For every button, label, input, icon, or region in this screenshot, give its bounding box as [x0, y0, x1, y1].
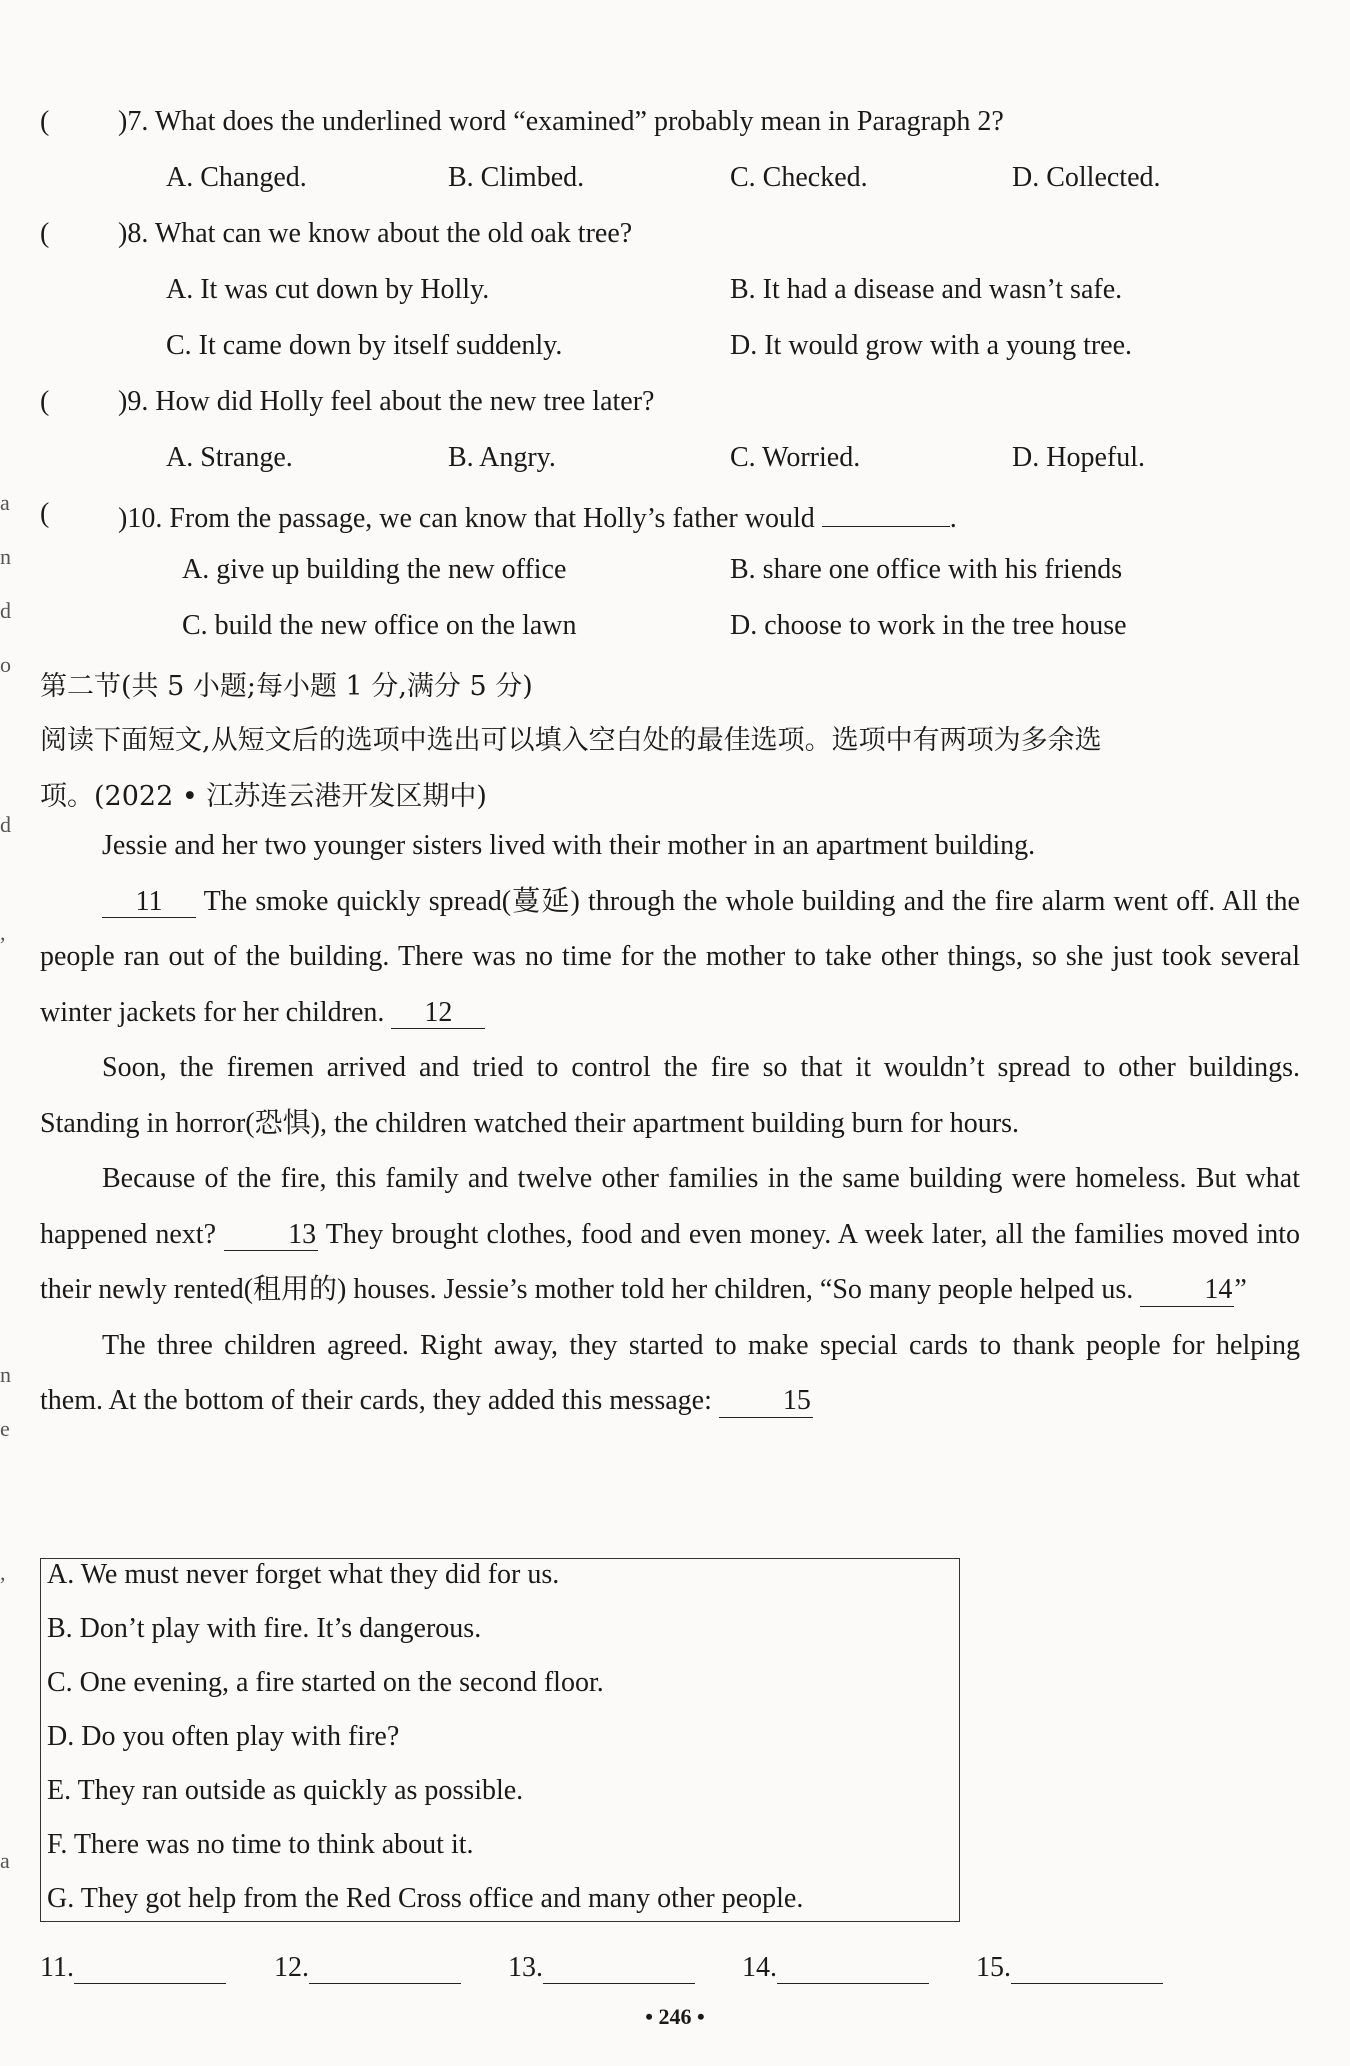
option: A. Strange. — [166, 442, 293, 473]
question-7: )7. What does the underlined word “examined” probably mean in Paragraph 2? — [118, 106, 1004, 137]
answer-slot-12 — [274, 1952, 461, 1984]
choice-c: C. One evening, a fire started on the second floor. — [47, 1667, 604, 1698]
answer-blank[interactable] — [1011, 1955, 1163, 1984]
margin-char: , — [0, 920, 6, 945]
option: D. It would grow with a young tree. — [730, 330, 1133, 361]
margin-char: d — [0, 812, 11, 837]
answer-paren: ( — [40, 106, 50, 137]
section-title: 第二节(共 5 小题;每小题 1 分,满分 5 分) — [40, 671, 533, 702]
answer-label: 12. — [274, 1952, 309, 1983]
choice-d: D. Do you often play with fire? — [47, 1721, 400, 1752]
margin-char: a — [0, 490, 10, 515]
option: C. build the new office on the lawn — [182, 610, 577, 641]
answer-blank[interactable] — [822, 498, 950, 527]
answer-slot-13 — [508, 1952, 695, 1984]
blank-13[interactable]: 13 — [224, 1220, 318, 1252]
margin-char: e — [0, 1416, 10, 1441]
question-10-end: . — [949, 503, 957, 534]
answer-paren: ( — [40, 386, 50, 417]
answer-blank[interactable] — [543, 1955, 695, 1984]
question-10-text: )10. From the passage, we can know that Holly’s father would — [118, 503, 815, 534]
answer-slot-15 — [976, 1952, 1163, 1984]
answer-paren: ( — [40, 218, 50, 249]
question-8: )8. What can we know about the old oak tree? — [118, 218, 633, 249]
answer-label: 11. — [40, 1952, 74, 1983]
choice-e: E. They ran outside as quickly as possible. — [47, 1775, 524, 1806]
passage-text: They brought clothes, food and even money. A week later, all the families moved into their newly rented(租用的) houses. Jessie’s mother told her children, “So many people helped us. — [40, 1218, 1300, 1305]
choices-box — [40, 1558, 960, 1922]
answer-label: 13. — [508, 1952, 543, 1983]
blank-12[interactable]: 12 — [391, 998, 485, 1030]
margin-char: n — [0, 1362, 11, 1387]
answer-blank[interactable] — [777, 1955, 929, 1984]
answer-label: 15. — [976, 1952, 1011, 1983]
choice-f: F. There was no time to think about it. — [47, 1829, 474, 1860]
passage-paragraph-4 — [40, 1151, 1300, 1318]
option: A. Changed. — [166, 162, 307, 193]
option: C. It came down by itself suddenly. — [166, 330, 563, 361]
choice-b: B. Don’t play with fire. It’s dangerous. — [47, 1613, 482, 1644]
option: D. Collected. — [1012, 162, 1161, 193]
option: C. Worried. — [730, 442, 861, 473]
option: B. share one office with his friends — [730, 554, 1123, 585]
question-10 — [118, 498, 957, 535]
answer-blank[interactable] — [309, 1955, 461, 1984]
passage-text: The smoke quickly spread(蔓延) through the whole building and the fire alarm went off. All the people ran out of the building. There was no time for the mother to take other things, so she just took several winter jackets for her children. — [40, 885, 1300, 1028]
blank-11[interactable]: 11 — [102, 887, 196, 919]
margin-char: , — [0, 1560, 6, 1585]
answer-label: 14. — [742, 1952, 777, 1983]
option: D. Hopeful. — [1012, 442, 1145, 473]
option: A. It was cut down by Holly. — [166, 274, 490, 305]
choice-g: G. They got help from the Red Cross office and many other people. — [47, 1883, 804, 1914]
passage-paragraph-5 — [40, 1318, 1300, 1429]
blank-14[interactable]: 14 — [1140, 1275, 1234, 1307]
question-9: )9. How did Holly feel about the new tree later? — [118, 386, 655, 417]
margin-char: n — [0, 544, 11, 569]
passage-text: Because of the fire, this family and twelve other families in the same building were homeless. But what happened next? — [40, 1163, 1300, 1250]
option: B. Climbed. — [448, 162, 585, 193]
section-instruction: 阅读下面短文,从短文后的选项中选出可以填入空白处的最佳选项。选项中有两项为多余选 — [40, 725, 1102, 756]
option: A. give up building the new office — [182, 554, 567, 585]
option: C. Checked. — [730, 162, 868, 193]
option: D. choose to work in the tree house — [730, 610, 1127, 641]
answer-paren: ( — [40, 498, 50, 529]
answer-slot-11 — [40, 1952, 226, 1984]
margin-char: d — [0, 598, 11, 623]
option: B. Angry. — [448, 442, 556, 473]
answer-slot-14 — [742, 1952, 929, 1984]
option: B. It had a disease and wasn’t safe. — [730, 274, 1123, 305]
passage-text: The three children agreed. Right away, they started to make special cards to thank people for helping them. At the bottom of their cards, they added this message: — [40, 1329, 1300, 1416]
blank-15[interactable]: 15 — [719, 1386, 813, 1418]
passage-text: ” — [1234, 1274, 1247, 1305]
page-number: • 246 • — [645, 2004, 705, 2029]
passage-paragraph-2 — [40, 874, 1300, 1041]
margin-char: a — [0, 1848, 10, 1873]
passage — [40, 818, 1300, 1429]
margin-char: o — [0, 652, 11, 677]
answer-blank[interactable] — [74, 1955, 226, 1984]
choice-a: A. We must never forget what they did for us. — [47, 1559, 560, 1590]
section-source: 项。(2022 • 江苏连云港开发区期中) — [40, 781, 487, 812]
passage-paragraph-1: Jessie and her two younger sisters lived with their mother in an apartment building. — [102, 830, 1036, 861]
passage-paragraph-3: Soon, the firemen arrived and tried to control the fire so that it wouldn’t spread to other buildings. Standing in horror(恐惧), the children watched their apartment building burn for hours. — [40, 1052, 1300, 1139]
